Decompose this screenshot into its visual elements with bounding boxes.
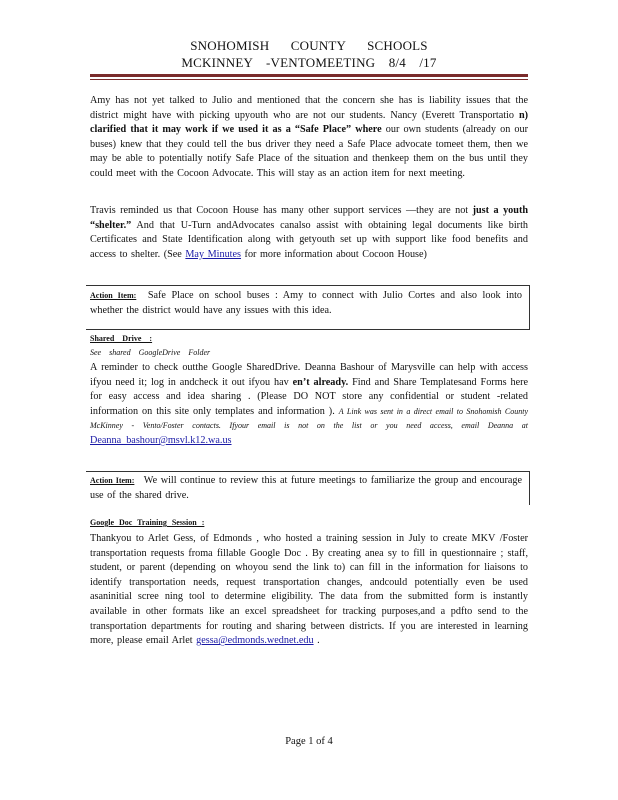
action-item-label: Action Item:	[90, 476, 135, 485]
google-doc-heading: Google Doc Training Session :	[90, 518, 205, 527]
header-rule-thin	[90, 79, 528, 80]
paragraph-shared-drive: A reminder to check outthe Google SharedDrive. Deanna Bashour of Marysville can help with access ifyou need it; log in andcheck it out ifyou hav en’t already. Find and Share Templatesand Forms here for easy access and idea sharing . (Please DO NOT store any confidential or student -related information on this site only templates and information ). A Link was sent in a direct email to Snohomish County McKinney - Vento/Foster contacts. Ifyour email is not on the list or you need access, email Deanna at Deanna_bashour@msvl.k12.wa.us	[90, 362, 529, 446]
shared-drive-subheading: See shared GoogleDrive Folder	[90, 348, 211, 357]
action-item-1: Action Item: Safe Place on school buses : Amy to connect with Julio Cortes and also look into whether the district would have any issues with this idea.	[90, 290, 523, 316]
header-rule	[90, 74, 528, 77]
may-minutes-link[interactable]: May Minutes	[185, 248, 241, 260]
action-item-2: Action Item: We will continue to review this at future meetings to familiarize the group and encourage use of the shared drive.	[90, 475, 522, 501]
header-title: SNOHOMISH COUNTY SCHOOLS	[190, 38, 428, 53]
paragraph-safe-place: Amy has not yet talked to Julio and mentioned that the concern she has is liability issues that the district might have with picking upyouth who are not our students. Nancy (Everett Transportatio n) clarified that it may work if we used it as a “Safe Place” where our own students (already on our buses) knew that they could tell the bus driver they need a Safe Place advocate tomeet them, then we may be able to potentially notify Safe Place of the situation and thenkeep them on the bus until they could meet with the Cocoon Advocate. This will stay as an action item for next meeting.	[90, 95, 529, 179]
header-subtitle: MCKINNEY -VENTOMEETING 8/4 /17	[181, 55, 437, 70]
shared-drive-heading: Shared Drive :	[90, 334, 153, 343]
paragraph-cocoon-house: Travis reminded us that Cocoon House has many other support services —they are not just a youth “shelter.” And that U-Turn andAdvocates canalso assist with obtaining legal documents like birth Certificates and State Identification along with getyouth set up with support like food benefits and access to shelter. (See May Minutes for more information about Cocoon House)	[90, 205, 529, 260]
deanna-email-link[interactable]: Deanna_bashour@msvl.k12.wa.us	[90, 434, 232, 446]
arlet-email-link[interactable]: gessa@edmonds.wednet.edu	[196, 635, 314, 647]
action-item-label: Action Item:	[90, 291, 137, 300]
page-number: Page 1 of 4	[285, 736, 333, 747]
paragraph-google-doc: Thankyou to Arlet Gess, of Edmonds , who hosted a training session in July to create MKV /Foster transportation requests froma fillable Google Doc . By creating anea sy to fill in questionnaire ; staff, student, or parent (depending on whoyou send the link to) can fill in the information for liaisons to identify transportation needs, request transportation changes, andcould potentially even be used asaninitial scree ning tool to determine eligibility. The data from the submitted form is instantly available in other formats like an excel spreadsheet for tracking purposes,and a pdfto send to the transportation departments for routing and sharing between districts. If you are interested in learning more, please email Arlet gessa@edmonds.wednet.edu .	[90, 533, 528, 647]
